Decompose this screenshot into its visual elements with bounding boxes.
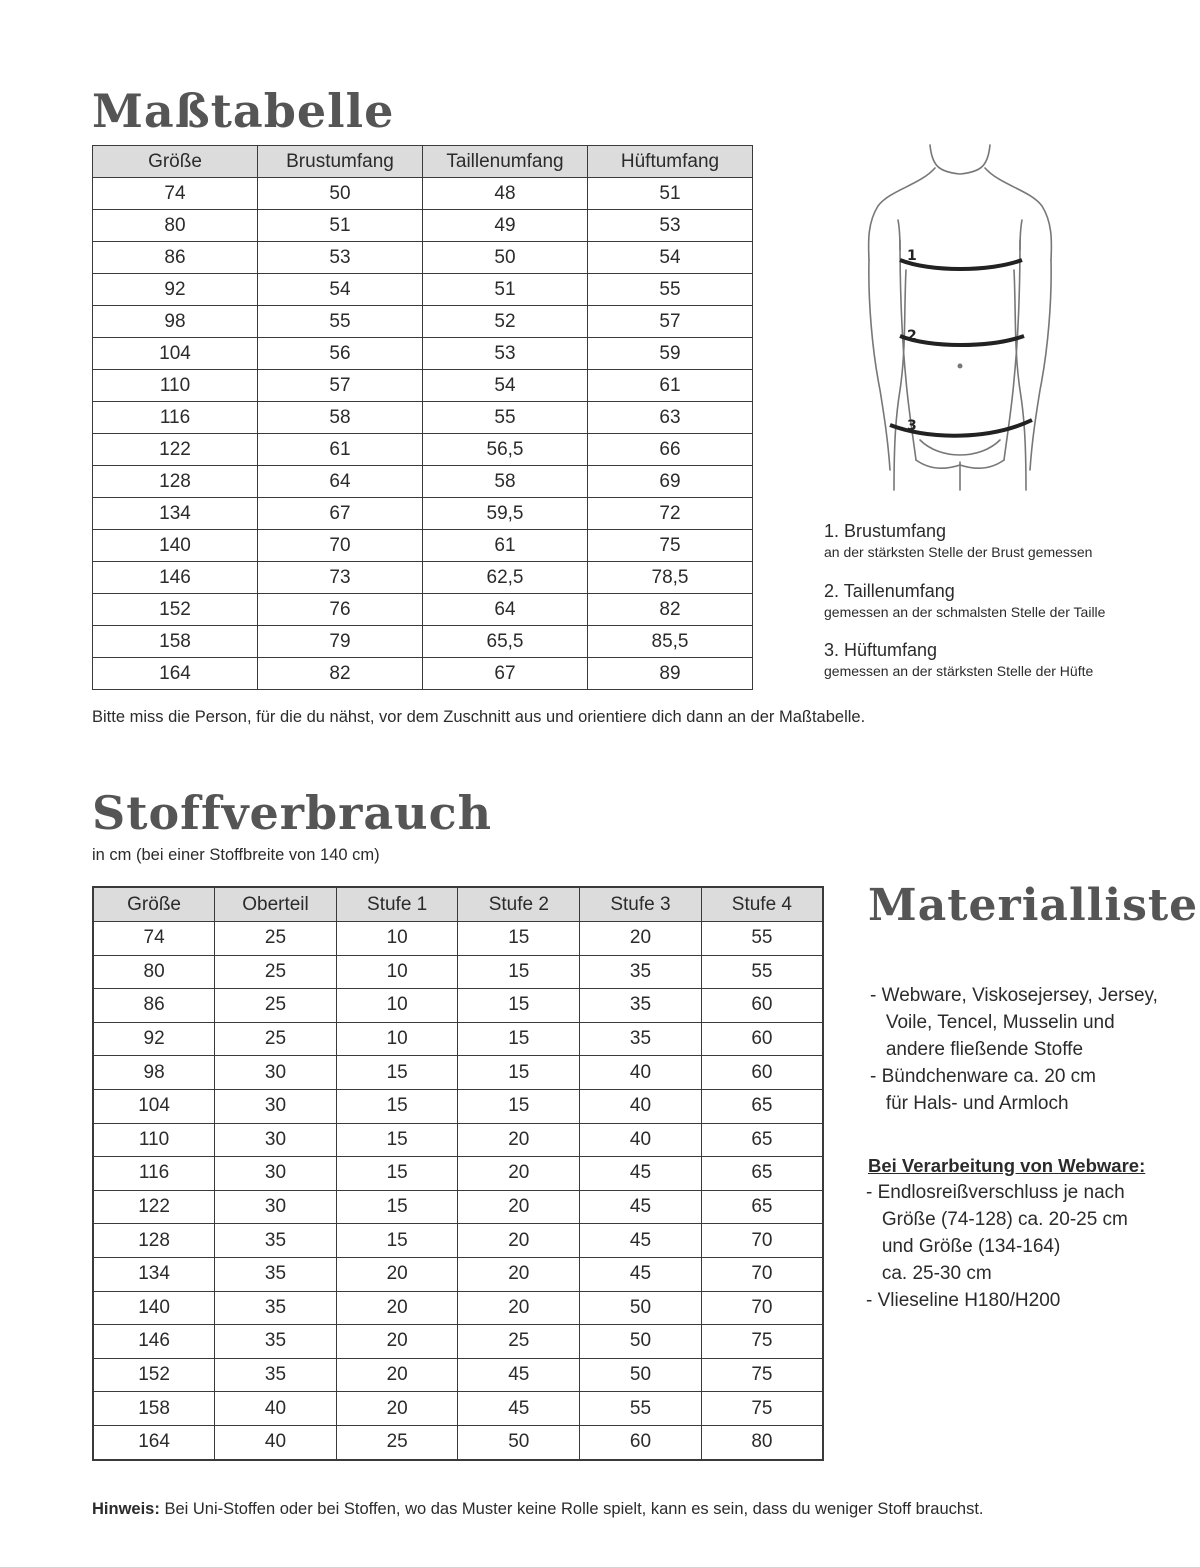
size-table-cell: 57 (588, 306, 753, 338)
size-table-cell: 134 (93, 498, 258, 530)
size-table (92, 145, 753, 690)
size-table-cell: 54 (588, 242, 753, 274)
legend-hip (824, 640, 1093, 679)
fabric-table-cell: 45 (580, 1190, 702, 1224)
table-row (93, 1358, 823, 1392)
fabric-table-cell: 20 (458, 1257, 580, 1291)
table-row (93, 1291, 823, 1325)
list-item: Voile, Tencel, Musselin und (870, 1012, 1115, 1033)
size-table-cell: 61 (423, 530, 588, 562)
fabric-table-cell: 10 (336, 922, 458, 956)
fabric-table-cell: 74 (93, 922, 215, 956)
fabric-table-cell: 45 (458, 1392, 580, 1426)
table-row (93, 210, 753, 242)
size-table-cell: 48 (423, 178, 588, 210)
size-table-cell: 76 (258, 594, 423, 626)
table-row (93, 594, 753, 626)
fabric-table-cell: 15 (336, 1157, 458, 1191)
fabric-table-cell: 60 (701, 989, 823, 1023)
size-table-note: Bitte miss die Person, für die du nähst, vor dem Zuschnitt aus und orientiere dich dann an der Maßtabelle. (92, 708, 866, 726)
legend-hip-title: 3. Hüftumfang (824, 640, 938, 660)
size-table-cell: 61 (588, 370, 753, 402)
size-table-cell: 85,5 (588, 626, 753, 658)
size-table-cell: 54 (258, 274, 423, 306)
fabric-table-cell: 20 (458, 1123, 580, 1157)
size-table-cell: 61 (258, 434, 423, 466)
fabric-table-cell: 50 (580, 1291, 702, 1325)
size-table-cell: 78,5 (588, 562, 753, 594)
table-row (93, 466, 753, 498)
size-table-cell: 52 (423, 306, 588, 338)
size-table-cell: 53 (588, 210, 753, 242)
size-table-cell: 146 (93, 562, 258, 594)
size-table-header-cell: Hüftumfang (588, 146, 753, 178)
list-item: - Endlosreißverschluss je nach (866, 1182, 1125, 1203)
fabric-table-cell: 45 (580, 1257, 702, 1291)
fabric-table-cell: 75 (701, 1392, 823, 1426)
fabric-table-cell: 35 (215, 1224, 337, 1258)
size-table-cell: 104 (93, 338, 258, 370)
size-table-cell: 110 (93, 370, 258, 402)
size-table-cell: 64 (423, 594, 588, 626)
fabric-table-cell: 35 (580, 989, 702, 1023)
size-table-cell: 116 (93, 402, 258, 434)
fabric-table-cell: 45 (458, 1358, 580, 1392)
size-table-header-row (93, 146, 753, 178)
table-row (93, 922, 823, 956)
size-table-cell: 51 (423, 274, 588, 306)
fabric-table-cell: 25 (215, 955, 337, 989)
fabric-table-cell: 20 (458, 1190, 580, 1224)
fabric-table-cell: 60 (701, 1056, 823, 1090)
fabric-table-cell: 70 (701, 1224, 823, 1258)
fabric-table-cell: 20 (336, 1392, 458, 1426)
legend-waist-desc: gemessen an der schmalsten Stelle der Taille (824, 604, 1106, 620)
fabric-table-cell: 146 (93, 1325, 215, 1359)
body-measurement-figure (860, 140, 1060, 500)
material-list-title: Materialliste (868, 880, 1199, 931)
fabric-hint (92, 1500, 984, 1519)
fabric-table-header-row (93, 887, 823, 922)
fabric-table-cell: 15 (458, 1022, 580, 1056)
size-table-cell: 98 (93, 306, 258, 338)
table-row (93, 1056, 823, 1090)
size-table-cell: 73 (258, 562, 423, 594)
fabric-table-cell: 10 (336, 955, 458, 989)
fabric-table-cell: 25 (215, 989, 337, 1023)
material-list (870, 982, 1158, 1117)
fabric-table-cell: 164 (93, 1425, 215, 1459)
fabric-table-cell: 35 (215, 1325, 337, 1359)
table-row (93, 402, 753, 434)
fabric-table-cell: 15 (458, 989, 580, 1023)
table-row (93, 242, 753, 274)
fabric-table-cell: 75 (701, 1358, 823, 1392)
size-table-cell: 53 (258, 242, 423, 274)
size-table-cell: 66 (588, 434, 753, 466)
fabric-table-header-cell: Größe (93, 887, 215, 922)
fabric-table-cell: 25 (458, 1325, 580, 1359)
size-table-cell: 70 (258, 530, 423, 562)
legend-waist-title: 2. Taillenumfang (824, 581, 955, 601)
size-table-cell: 79 (258, 626, 423, 658)
size-table-cell: 80 (93, 210, 258, 242)
table-row (93, 1089, 823, 1123)
table-row (93, 658, 753, 690)
fabric-table-header-cell: Stufe 2 (458, 887, 580, 922)
size-table-cell: 58 (423, 466, 588, 498)
fabric-table-header-cell: Stufe 3 (580, 887, 702, 922)
size-table-cell: 50 (258, 178, 423, 210)
size-table-cell: 164 (93, 658, 258, 690)
size-table-cell: 65,5 (423, 626, 588, 658)
size-table-cell: 55 (588, 274, 753, 306)
size-table-cell: 82 (588, 594, 753, 626)
fabric-table-cell: 25 (215, 1022, 337, 1056)
fabric-table-cell: 15 (458, 955, 580, 989)
size-table-cell: 50 (423, 242, 588, 274)
fabric-table-cell: 45 (580, 1157, 702, 1191)
webware-heading: Bei Verarbeitung von Webware: (868, 1155, 1146, 1176)
fabric-table-cell: 20 (458, 1291, 580, 1325)
table-row (93, 1123, 823, 1157)
fabric-table-cell: 50 (580, 1358, 702, 1392)
fabric-table-cell: 15 (458, 1089, 580, 1123)
legend-hip-desc: gemessen an der stärksten Stelle der Hüfte (824, 663, 1094, 679)
fabric-table-cell: 60 (580, 1425, 702, 1459)
table-row (93, 498, 753, 530)
table-row (93, 989, 823, 1023)
fabric-table-cell: 140 (93, 1291, 215, 1325)
table-row (93, 1224, 823, 1258)
size-table-cell: 67 (423, 658, 588, 690)
fabric-table-cell: 15 (336, 1190, 458, 1224)
size-table-cell: 59 (588, 338, 753, 370)
fabric-table-cell: 128 (93, 1224, 215, 1258)
webware-list (866, 1179, 1128, 1314)
table-row (93, 1257, 823, 1291)
size-table-cell: 140 (93, 530, 258, 562)
table-row (93, 1325, 823, 1359)
fabric-table-cell: 92 (93, 1022, 215, 1056)
fabric-table-cell: 30 (215, 1157, 337, 1191)
table-row (93, 1157, 823, 1191)
size-table-cell: 56 (258, 338, 423, 370)
fabric-table-cell: 30 (215, 1190, 337, 1224)
fabric-table-cell: 15 (458, 922, 580, 956)
fabric-table (92, 886, 824, 1461)
fabric-table-cell: 55 (701, 922, 823, 956)
size-table-cell: 152 (93, 594, 258, 626)
size-table-cell: 59,5 (423, 498, 588, 530)
fabric-table-cell: 15 (458, 1056, 580, 1090)
fabric-table-cell: 35 (580, 955, 702, 989)
fabric-table-cell: 70 (701, 1291, 823, 1325)
hint-text: Bei Uni-Stoffen oder bei Stoffen, wo das Muster keine Rolle spielt, kann es sein, dass du weniger Stoff brauchst. (159, 1500, 984, 1518)
fabric-table-cell: 116 (93, 1157, 215, 1191)
table-row (93, 370, 753, 402)
fabric-table-cell: 50 (458, 1425, 580, 1459)
fabric-table-cell: 20 (336, 1325, 458, 1359)
size-table-cell: 53 (423, 338, 588, 370)
marker-2: 2 (907, 328, 917, 344)
size-table-cell: 55 (258, 306, 423, 338)
marker-1: 1 (907, 248, 917, 264)
size-table-cell: 72 (588, 498, 753, 530)
fabric-table-cell: 35 (580, 1022, 702, 1056)
list-item: - Webware, Viskosejersey, Jersey, (870, 985, 1158, 1006)
legend-chest-desc: an der stärksten Stelle der Brust gemessen (824, 544, 1093, 560)
fabric-table-cell: 55 (580, 1392, 702, 1426)
list-item: für Hals- und Armloch (870, 1093, 1069, 1114)
fabric-table-cell: 158 (93, 1392, 215, 1426)
size-table-header-cell: Taillenumfang (423, 146, 588, 178)
fabric-table-cell: 20 (458, 1157, 580, 1191)
size-table-cell: 57 (258, 370, 423, 402)
table-row (93, 1190, 823, 1224)
fabric-table-cell: 15 (336, 1089, 458, 1123)
size-table-cell: 89 (588, 658, 753, 690)
fabric-table-cell: 65 (701, 1089, 823, 1123)
fabric-table-cell: 80 (701, 1425, 823, 1459)
fabric-table-cell: 75 (701, 1325, 823, 1359)
fabric-table-subtitle: in cm (bei einer Stoffbreite von 140 cm) (92, 846, 380, 864)
table-row (93, 1022, 823, 1056)
fabric-table-cell: 20 (580, 922, 702, 956)
fabric-table-cell: 25 (336, 1425, 458, 1459)
table-row (93, 562, 753, 594)
size-table-cell: 74 (93, 178, 258, 210)
table-row (93, 338, 753, 370)
fabric-table-cell: 104 (93, 1089, 215, 1123)
fabric-table-cell: 30 (215, 1056, 337, 1090)
size-table-cell: 75 (588, 530, 753, 562)
size-table-header-cell: Größe (93, 146, 258, 178)
size-table-cell: 64 (258, 466, 423, 498)
fabric-table-cell: 98 (93, 1056, 215, 1090)
fabric-table-cell: 70 (701, 1257, 823, 1291)
fabric-table-cell: 134 (93, 1257, 215, 1291)
fabric-table-cell: 15 (336, 1056, 458, 1090)
fabric-table-cell: 40 (215, 1425, 337, 1459)
table-row (93, 1425, 823, 1459)
size-table-cell: 122 (93, 434, 258, 466)
fabric-table-cell: 15 (336, 1123, 458, 1157)
fabric-table-cell: 30 (215, 1089, 337, 1123)
table-row (93, 434, 753, 466)
fabric-table-cell: 35 (215, 1291, 337, 1325)
table-row (93, 178, 753, 210)
size-table-cell: 92 (93, 274, 258, 306)
size-table-cell: 82 (258, 658, 423, 690)
table-row (93, 626, 753, 658)
size-table-title: Maßtabelle (92, 84, 395, 138)
fabric-table-cell: 50 (580, 1325, 702, 1359)
legend-chest-title: 1. Brustumfang (824, 521, 947, 541)
legend-waist (824, 581, 1105, 620)
size-table-cell: 51 (258, 210, 423, 242)
size-table-header-cell: Brustumfang (258, 146, 423, 178)
fabric-table-cell: 40 (215, 1392, 337, 1426)
table-row (93, 530, 753, 562)
fabric-table-cell: 55 (701, 955, 823, 989)
size-table-cell: 49 (423, 210, 588, 242)
table-row (93, 955, 823, 989)
fabric-table-header-cell: Stufe 4 (701, 887, 823, 922)
fabric-table-cell: 20 (336, 1257, 458, 1291)
list-item: andere fließende Stoffe (870, 1039, 1084, 1060)
fabric-table-cell: 152 (93, 1358, 215, 1392)
size-table-cell: 51 (588, 178, 753, 210)
size-table-cell: 58 (258, 402, 423, 434)
table-row (93, 306, 753, 338)
marker-3: 3 (907, 418, 917, 434)
list-item: Größe (74-128) ca. 20-25 cm (866, 1209, 1128, 1230)
fabric-table-cell: 15 (336, 1224, 458, 1258)
fabric-table-cell: 25 (215, 922, 337, 956)
fabric-table-cell: 40 (580, 1056, 702, 1090)
list-item: ca. 25-30 cm (866, 1263, 992, 1284)
size-table-cell: 128 (93, 466, 258, 498)
list-item: - Vlieseline H180/H200 (866, 1290, 1061, 1311)
fabric-table-header-cell: Stufe 1 (336, 887, 458, 922)
table-row (93, 274, 753, 306)
size-table-cell: 69 (588, 466, 753, 498)
fabric-table-cell: 35 (215, 1257, 337, 1291)
legend-chest (824, 521, 1092, 560)
fabric-table-cell: 45 (580, 1224, 702, 1258)
list-item: und Größe (134-164) (866, 1236, 1061, 1257)
size-table-cell: 55 (423, 402, 588, 434)
fabric-table-cell: 122 (93, 1190, 215, 1224)
size-table-cell: 63 (588, 402, 753, 434)
fabric-table-cell: 20 (336, 1358, 458, 1392)
fabric-table-title: Stoffverbrauch (92, 786, 493, 840)
size-table-cell: 62,5 (423, 562, 588, 594)
fabric-table-header-cell: Oberteil (215, 887, 337, 922)
table-row (93, 1392, 823, 1426)
fabric-table-cell: 60 (701, 1022, 823, 1056)
hint-label: Hinweis: (92, 1500, 160, 1518)
list-item: - Bündchenware ca. 20 cm (870, 1066, 1097, 1087)
fabric-table-cell: 35 (215, 1358, 337, 1392)
fabric-table-cell: 30 (215, 1123, 337, 1157)
size-table-cell: 56,5 (423, 434, 588, 466)
fabric-table-cell: 20 (458, 1224, 580, 1258)
fabric-table-cell: 65 (701, 1123, 823, 1157)
size-table-cell: 67 (258, 498, 423, 530)
size-table-cell: 158 (93, 626, 258, 658)
size-table-cell: 54 (423, 370, 588, 402)
fabric-table-cell: 40 (580, 1123, 702, 1157)
fabric-table-cell: 110 (93, 1123, 215, 1157)
size-table-cell: 86 (93, 242, 258, 274)
fabric-table-cell: 10 (336, 1022, 458, 1056)
fabric-table-cell: 20 (336, 1291, 458, 1325)
fabric-table-cell: 40 (580, 1089, 702, 1123)
fabric-table-cell: 86 (93, 989, 215, 1023)
fabric-table-cell: 65 (701, 1157, 823, 1191)
fabric-table-cell: 10 (336, 989, 458, 1023)
fabric-table-cell: 80 (93, 955, 215, 989)
fabric-table-cell: 65 (701, 1190, 823, 1224)
